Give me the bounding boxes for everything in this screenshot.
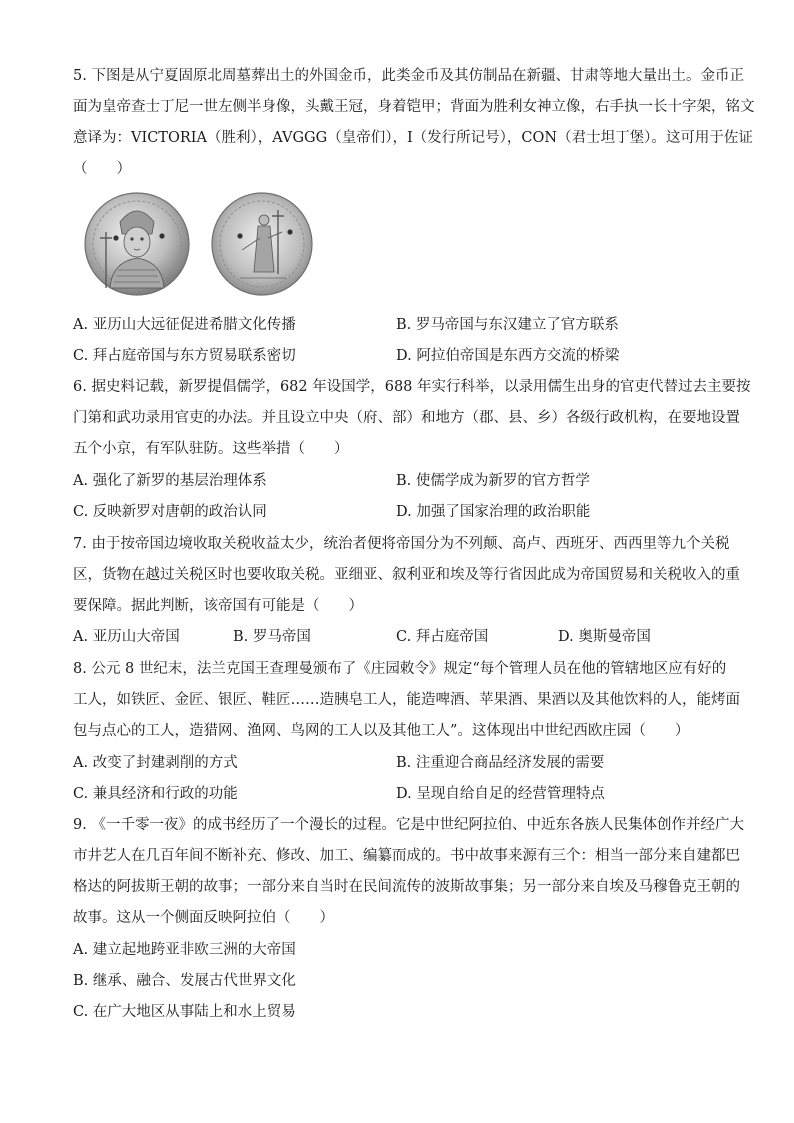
question-5-line-3: 意译为：VICTORIA（胜利），AVGGG（皇帝们），I（发行所记号），CON（君士坦丁堡）。这可用于佐证 [73, 130, 753, 146]
question-9-line-2: 市井艺人在几百年间不断补充、修改、加工、编纂而成的。书中故事来源有三个：相当一部分来自建都巴 [73, 848, 740, 864]
question-5-option-d: D. 阿拉伯帝国是东西方交流的桥梁 [396, 348, 620, 364]
question-5-line-2: 面为皇帝查士丁尼一世左侧半身像，头戴王冠，身着铠甲；背面为胜利女神立像，右手执一长十字架，铭文 [73, 99, 755, 115]
question-7-option-d: D. 奥斯曼帝国 [558, 629, 651, 645]
question-7-line-3: 要保障。据此判断，该帝国有可能是（ ） [73, 598, 363, 614]
question-8-line-2: 工人，如铁匠、金匠、银匠、鞋匠……造胰皂工人，能造啤酒、苹果酒、果酒以及其他饮料的人，能烤面 [73, 692, 740, 708]
question-8-line-1: 8. 公元 8 世纪末，法兰克国王查理曼颁布了《庄园敕令》规定“每个管理人员在他的管辖地区应有好的 [73, 661, 727, 677]
question-8-stem [73, 654, 740, 747]
gold-coins-image [82, 192, 322, 302]
question-5-option-a: A. 亚历山大远征促进希腊文化传播 [73, 317, 296, 333]
question-6-option-c: C. 反映新罗对唐朝的政治认同 [73, 504, 267, 520]
question-5-line-4: （ ） [73, 161, 131, 177]
question-8-option-d: D. 呈现自给自足的经营管理特点 [396, 786, 605, 802]
question-5-option-c: C. 拜占庭帝国与东方贸易联系密切 [73, 348, 296, 364]
question-9-line-3: 格达的阿拔斯王朝的故事；一部分来自当时在民间流传的波斯故事集；另一部分来自埃及马穆鲁克王朝的 [73, 879, 740, 895]
question-9-option-b: B. 继承、融合、发展古代世界文化 [73, 973, 296, 989]
question-6-stem [73, 372, 751, 465]
question-8-line-3: 包与点心的工人，造猎网、渔网、鸟网的工人以及其他工人”。这体现出中世纪西欧庄园（ ） [73, 723, 690, 739]
question-8-option-b: B. 注重迎合商品经济发展的需要 [396, 755, 605, 771]
question-8-option-c: C. 兼具经济和行政的功能 [73, 786, 238, 802]
question-9-line-1: 9. 《一千零一夜》的成书经历了一个漫长的过程。它是中世纪阿拉伯、中近东各族人民集体创作并经广大 [73, 817, 744, 833]
question-9-option-c: C. 在广大地区从事陆上和水上贸易 [73, 1004, 296, 1020]
question-9-line-4: 故事。这从一个侧面反映阿拉伯（ ） [73, 910, 334, 926]
question-7-option-c: C. 拜占庭帝国 [396, 629, 489, 645]
question-6-option-a: A. 强化了新罗的基层治理体系 [73, 473, 267, 489]
question-9-stem [73, 810, 744, 934]
question-6-line-1: 6. 据史料记载，新罗提倡儒学，682 年设国学，688 年实行科举，以录用儒生出身的官吏代替过去主要按 [73, 379, 751, 395]
coin-reverse [212, 193, 312, 295]
question-7-option-b: B. 罗马帝国 [233, 629, 311, 645]
coin-obverse [85, 193, 189, 295]
question-7-line-1: 7. 由于按帝国边境收取关税收益太少，统治者便将帝国分为不列颠、高卢、西班牙、西西里等九个关税 [73, 536, 730, 552]
question-6-line-2: 门第和武功录用官吏的办法。并且设立中央（府、部）和地方（郡、县、乡）各级行政机构，在要地设置 [73, 410, 740, 426]
question-6-option-d: D. 加强了国家治理的政治职能 [396, 504, 591, 520]
question-7-option-a: A. 亚历山大帝国 [73, 629, 180, 645]
question-5-stem [73, 61, 755, 185]
question-7-line-2: 区，货物在越过关税区时也要收取关税。亚细亚、叙利亚和埃及等行省因此成为帝国贸易和关税收入的重 [73, 567, 740, 583]
question-5-option-b: B. 罗马帝国与东汉建立了官方联系 [396, 317, 619, 333]
question-9-option-a: A. 建立起地跨亚非欧三洲的大帝国 [73, 942, 296, 958]
question-7-stem [73, 529, 740, 622]
question-8-option-a: A. 改变了封建剥削的方式 [73, 755, 238, 771]
question-6-line-3: 五个小京，有军队驻防。这些举措（ ） [73, 441, 349, 457]
question-5-line-1: 5. 下图是从宁夏固原北周墓葬出土的外国金币，此类金币及其仿制品在新疆、甘肃等地大量出土。金币正 [73, 68, 744, 84]
question-6-option-b: B. 使儒学成为新罗的官方哲学 [396, 473, 590, 489]
